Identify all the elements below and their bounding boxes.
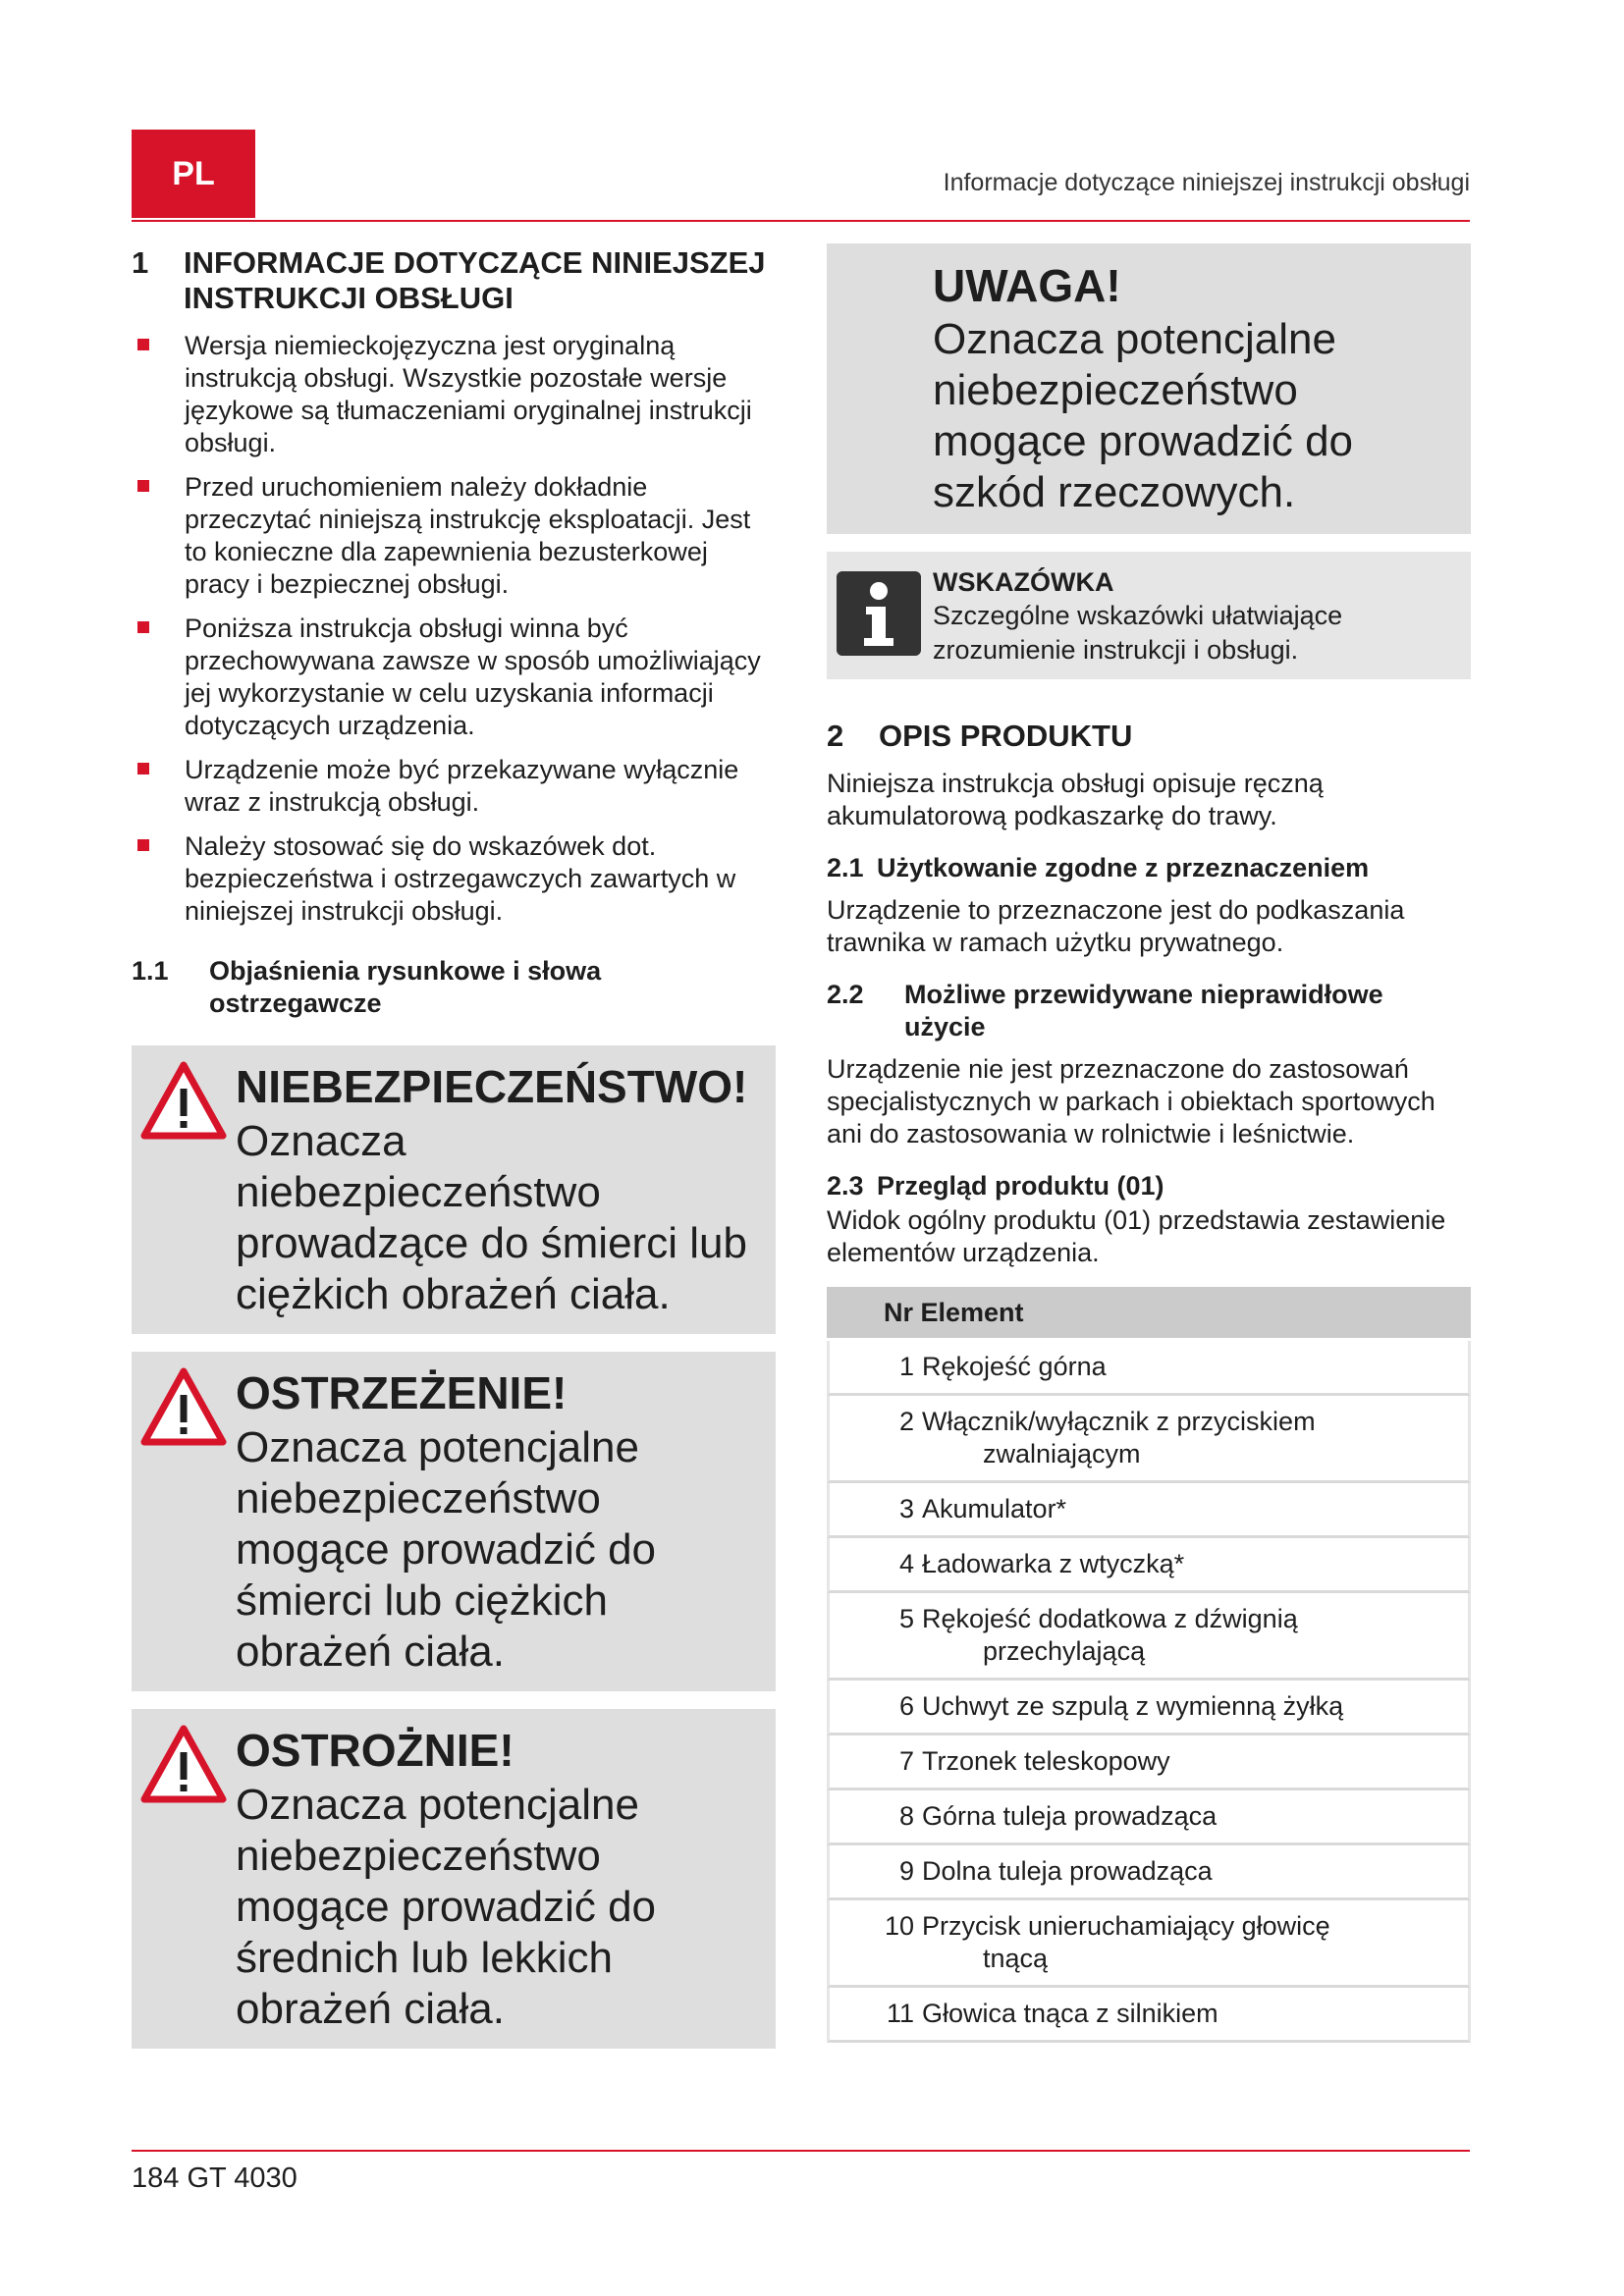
bullet-square-icon (137, 839, 149, 851)
table-row: 7 Trzonek teleskopowy (827, 1735, 1471, 1790)
warning-triangle-icon (139, 1365, 228, 1448)
section-1-1-heading: 1.1 Objaśnienia rysunkowe i słowa ostrzegawcze (132, 956, 602, 1018)
caution-title: OSTROŻNIE! (236, 1725, 514, 1776)
warning-text: Oznacza potencjalne niebezpieczeństwo mogące prowadzić do śmierci lub ciężkich obrażeń ciała. (236, 1423, 657, 1676)
hint-title: WSKAZÓWKA (933, 567, 1114, 597)
section-2-text: Niniejsza instrukcja obsługi opisuje ręczną akumulatorową podkaszarkę do trawy. (827, 769, 1324, 830)
footer-divider (132, 2150, 1470, 2152)
section-1-bullet-list (132, 330, 776, 928)
info-icon (837, 571, 921, 656)
table-row: 4 Ładowarka z wtyczką* (827, 1538, 1471, 1593)
bullet-square-icon (137, 480, 149, 492)
hint-box (827, 552, 1471, 679)
notice-title: UWAGA! (933, 260, 1121, 311)
caution-box (132, 1709, 776, 2049)
section-2-2-heading: 2.2 Możliwe przewidywane nieprawidłowe użycie (827, 980, 1383, 1041)
list-item: Poniższa instrukcja obsługi winna być przechowywana zawsze w sposób umożliwiający jej wykorzystanie w celu uzyskania informacji dotyczących urządzenia. (132, 613, 776, 742)
warning-box (132, 1352, 776, 1691)
section-2-2-text: Urządzenie nie jest przeznaczone do zastosowań specjalistycznych w parkach i obiektach sportowych ani do zastosowania w rolnictwie i leśnictwie. (827, 1054, 1435, 1148)
list-item: Urządzenie może być przekazywane wyłącznie wraz z instrukcją obsługi. (132, 754, 776, 819)
bullet-square-icon (137, 763, 149, 774)
table-header: Nr Element (827, 1287, 1471, 1341)
list-item: Wersja niemieckojęzyczna jest oryginalną instrukcją obsługi. Wszystkie pozostałe wersje językowe są tłumaczeniami oryginalnej instrukcji obsługi. (132, 330, 776, 459)
notice-text: Oznacza potencjalne niebezpieczeństwo mogące prowadzić do szkód rzeczowych. (933, 315, 1354, 516)
list-item: Należy stosować się do wskazówek dot. bezpieczeństwa i ostrzegawczych zawartych w niniejszej instrukcji obsługi. (132, 830, 776, 928)
section-2-3-text: Widok ogólny produktu (01) przedstawia zestawienie elementów urządzenia. (827, 1205, 1446, 1267)
danger-box (132, 1045, 776, 1334)
section-2-1-text: Urządzenie to przeznaczone jest do podkaszania trawnika w ramach użytku prywatnego. (827, 895, 1405, 957)
table-row: 5 Rękojeść dodatkowa z dźwignią przechylającą (827, 1593, 1471, 1681)
danger-title: NIEBEZPIECZEŃSTWO! (236, 1061, 748, 1112)
section-2-heading: 2 OPIS PRODUKTU (827, 719, 1133, 753)
table-row: 11 Głowica tnąca z silnikiem (827, 1988, 1471, 2043)
bullet-square-icon (137, 339, 149, 350)
list-item: Przed uruchomieniem należy dokładnie przeczytać niniejszą instrukcję eksploatacji. Jest to konieczne dla zapewnienia bezusterkowej pracy i bezpiecznej obsługi. (132, 471, 776, 601)
bullet-square-icon (137, 621, 149, 633)
table-row: 9 Dolna tuleja prowadząca (827, 1845, 1471, 1900)
language-tab: PL (132, 130, 255, 218)
page-footer: 184 GT 4030 (132, 2163, 298, 2194)
section-2-1-heading: 2.1 Użytkowanie zgodne z przeznaczeniem (827, 853, 1370, 882)
caution-text: Oznacza potencjalne niebezpieczeństwo mogące prowadzić do średnich lub lekkich obrażeń ciała. (236, 1781, 657, 2033)
section-2-3-heading: 2.3 Przegląd produktu (01) (827, 1171, 1164, 1201)
header-divider (132, 220, 1470, 222)
table-row: 2 Włącznik/wyłącznik z przyciskiem zwalniającym (827, 1396, 1471, 1483)
table-row: 6 Uchwyt ze szpulą z wymienną żyłką (827, 1681, 1471, 1735)
table-row: 10 Przycisk unieruchamiający głowicę tnącą (827, 1900, 1471, 1988)
hint-text: Szczególne wskazówki ułatwiające zrozumienie instrukcji i obsługi. (933, 601, 1343, 665)
table-row: 8 Górna tuleja prowadząca (827, 1790, 1471, 1845)
section-1-heading: 1 INFORMACJE DOTYCZĄCE NINIEJSZEJ INSTRUKCJI OBSŁUGI (132, 245, 766, 315)
table-row: 1 Rękojeść górna (827, 1341, 1471, 1396)
header-title: Informacje dotyczące niniejszej instrukcji obsługi (943, 169, 1470, 196)
right-column (827, 243, 1471, 2043)
product-overview-table (827, 1287, 1471, 2043)
warning-title: OSTRZEŻENIE! (236, 1367, 568, 1418)
warning-triangle-icon (139, 1723, 228, 1805)
table-row: 3 Akumulator* (827, 1483, 1471, 1538)
left-column (132, 245, 776, 2066)
danger-text: Oznacza niebezpieczeństwo prowadzące do śmierci lub ciężkich obrażeń ciała. (236, 1117, 747, 1318)
warning-triangle-icon (139, 1059, 228, 1142)
notice-box (827, 243, 1471, 534)
